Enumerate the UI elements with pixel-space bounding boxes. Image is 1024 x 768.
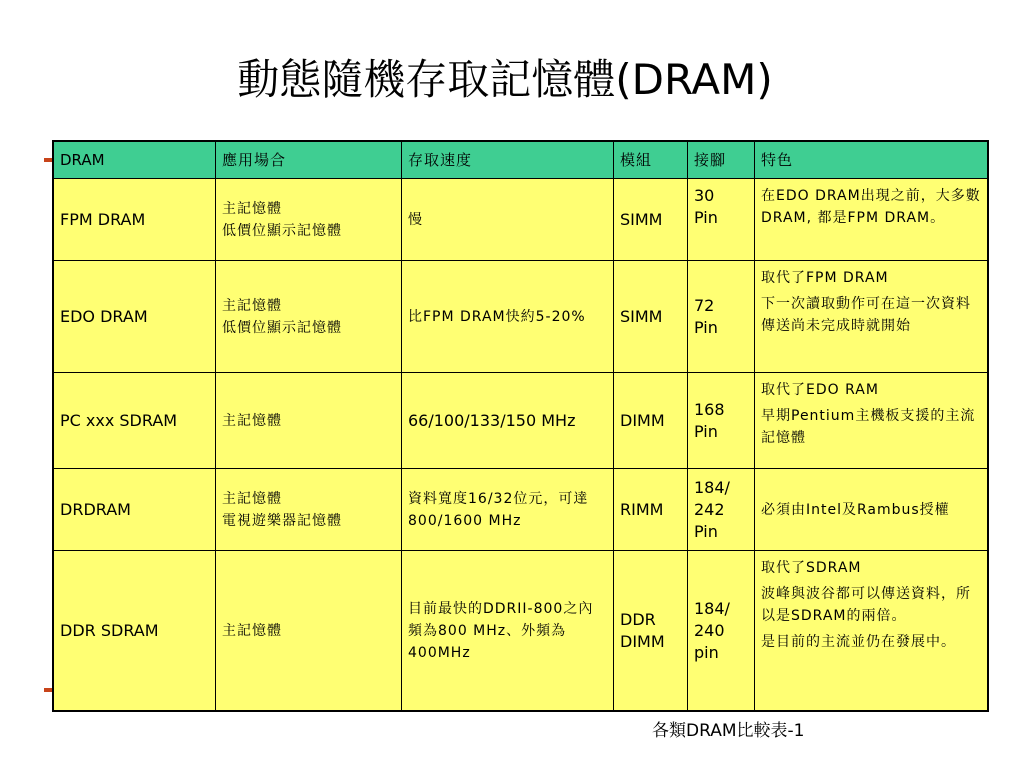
features-cell — [754, 179, 987, 260]
pins-line: pin — [694, 642, 719, 662]
slide-title: 動態隨機存取記憶體(DRAM) — [237, 55, 773, 104]
module-cell: SIMM — [613, 261, 687, 372]
pins-line: 240 — [694, 620, 725, 640]
dram-type-cell: DRDRAM — [60, 499, 131, 519]
table-row — [54, 260, 987, 372]
pins-cell — [687, 469, 754, 550]
header-module: 模組 — [613, 142, 687, 178]
speed-cell: 66/100/133/150 MHz — [401, 373, 613, 468]
usage-cell — [215, 373, 401, 468]
table-header-row — [54, 142, 987, 178]
speed-cell: 資料寬度16/32位元，可達 800/1600 MHz — [401, 469, 613, 550]
pins-line: Pin — [694, 421, 718, 441]
feature-line: 必須由Intel及Rambus授權 — [761, 501, 950, 518]
features-cell — [754, 469, 987, 550]
feature-line: 取代了FPM DRAM — [761, 270, 889, 286]
pins-cell — [687, 179, 754, 260]
pins-cell — [687, 373, 754, 468]
header-speed: 存取速度 — [401, 142, 613, 178]
header-usage: 應用場合 — [215, 142, 401, 178]
module-cell: DIMM — [613, 373, 687, 468]
usage-cell — [215, 179, 401, 260]
speed-cell: 慢 — [401, 179, 613, 260]
header-features: 特色 — [754, 142, 987, 178]
module-cell: DDR DIMM — [613, 551, 687, 710]
dram-comparison-table — [52, 140, 989, 712]
table-row — [54, 178, 987, 260]
table-row — [54, 550, 987, 710]
pins-line: 184/ — [694, 477, 730, 497]
table-row — [54, 372, 987, 468]
table-row — [54, 468, 987, 550]
dram-type-cell: EDO DRAM — [60, 306, 148, 326]
usage-cell — [215, 469, 401, 550]
pins-line: 184/ — [694, 598, 730, 618]
module-cell: RIMM — [613, 469, 687, 550]
usage-line: 主記憶體 — [222, 490, 282, 507]
usage-line: 主記憶體 — [222, 297, 282, 314]
dram-type-cell: PC xxx SDRAM — [60, 410, 178, 430]
pins-cell — [687, 261, 754, 372]
usage-line: 低價位顯示記憶體 — [222, 222, 342, 239]
usage-line: 主記憶體 — [222, 200, 282, 217]
dram-type-cell: FPM DRAM — [60, 209, 146, 229]
features-cell — [754, 373, 987, 468]
features-cell — [754, 551, 987, 710]
usage-line: 主記憶體 — [222, 622, 282, 639]
pins-line: Pin — [694, 317, 718, 337]
header-pins: 接腳 — [687, 142, 754, 178]
pins-line: Pin — [694, 208, 718, 227]
usage-line: 電視遊樂器記憶體 — [222, 512, 342, 529]
feature-line: 取代了SDRAM — [761, 560, 862, 576]
pins-line: 30 — [694, 186, 715, 205]
features-cell — [754, 261, 987, 372]
speed-cell: 比FPM DRAM快約5-20% — [401, 261, 613, 372]
feature-line: 下一次讀取動作可在這一次資料傳送尚未完成時就開始 — [761, 296, 971, 334]
pins-line: 72 — [694, 295, 715, 315]
feature-line: 早期Pentium主機板支援的主流記憶體 — [761, 408, 976, 446]
usage-cell — [215, 261, 401, 372]
speed-cell: 目前最快的DDRII-800之內頻為800 MHz、外頻為400MHz — [401, 551, 613, 710]
pins-line: 242 — [694, 499, 725, 519]
pins-cell — [687, 551, 754, 710]
header-dram: DRAM — [60, 150, 105, 169]
feature-line: 取代了EDO RAM — [761, 382, 879, 398]
table-caption: 各類DRAM比較表-1 — [652, 721, 805, 741]
pins-line: Pin — [694, 521, 718, 541]
dram-type-cell: DDR SDRAM — [60, 620, 159, 640]
usage-line: 主記憶體 — [222, 412, 282, 429]
usage-cell — [215, 551, 401, 710]
pins-line: 168 — [694, 399, 725, 419]
feature-line: 波峰與波谷都可以傳送資料，所以是SDRAM的兩倍。 — [761, 586, 971, 624]
usage-line: 低價位顯示記憶體 — [222, 319, 342, 336]
module-cell: SIMM — [613, 179, 687, 260]
feature-line: 是目前的主流並仍在發展中。 — [761, 634, 956, 650]
feature-line: 在EDO DRAM出現之前，大多數DRAM, 都是FPM DRAM。 — [761, 188, 981, 226]
